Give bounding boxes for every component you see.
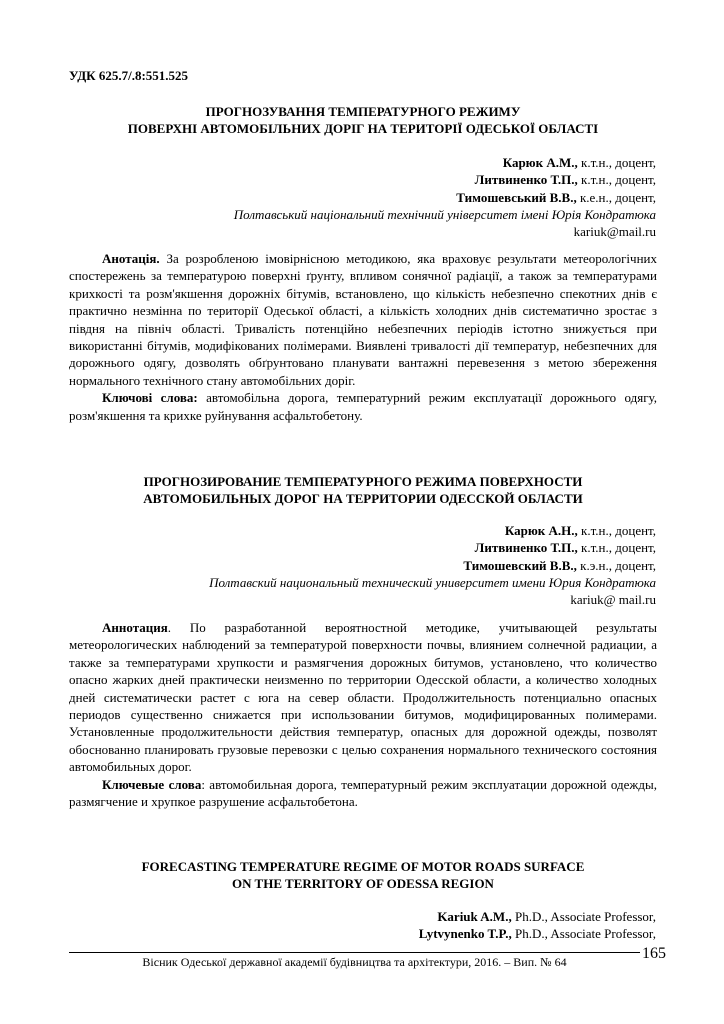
rus-abstract xyxy=(69,619,657,810)
author-role: Ph.D., Associate Professor, xyxy=(511,909,656,924)
ukr-title-line-2: ПОВЕРХНІ АВТОМОБІЛЬНИХ ДОРІГ НА ТЕРИТОРІЇ ОДЕСЬКОЇ ОБЛАСТІ xyxy=(127,121,599,136)
ukr-keywords-paragraph xyxy=(69,389,657,424)
page-number: 165 xyxy=(642,945,666,962)
author-role: к.т.н., доцент, xyxy=(577,540,656,556)
footer-journal: Вісник Одеської державної академії будівництва та архітектури, 2016. – Вип. № 64 xyxy=(142,955,567,969)
rus-author-2 xyxy=(209,539,656,556)
keywords-text: автомобільна дорога, температурний режим експлуатації дорожнього одягу, розм'якшення та крихке руйнування асфальтобетону. xyxy=(69,390,657,423)
rus-authors xyxy=(209,522,656,608)
ukr-abstract-paragraph xyxy=(69,250,657,389)
author-role: к.е.н., доцент, xyxy=(576,189,656,205)
abstract-label: Аннотация xyxy=(102,620,168,635)
author-role: Ph.D., Associate Professor, xyxy=(511,926,656,942)
ukr-author-3 xyxy=(234,189,656,206)
rus-title xyxy=(69,473,657,507)
eng-author-1 xyxy=(419,908,656,925)
author-name: Литвиненко Т.П., xyxy=(474,540,578,556)
rus-email: kariuk@ mail.ru xyxy=(570,592,656,608)
author-name: Kariuk A.M., xyxy=(437,909,512,924)
abstract-label: Анотація. xyxy=(102,251,160,266)
abstract-text: За розробленою імовірнісною методикою, яка враховує результати метеорологічних спостережень за температурою поверхні ґрунту, впливом сонячної радіації, а також за температурами крихкості та розм'якшення дорожніх бітумів, встановлено, що кількість небезпечно спекотних днів є практично незмінна по території Одеської області, а кількість холодних днів систематично зростає з півдня на північ області. Тривалість потенційно небезпечних періодів істотно знижується при використанні бітумів, модифікованих полімерами. Виявлені тривалості дії температур, небезпечних для дорожнього одягу, дозволять обґрунтовано планувати вантажні перевезення з метою збереження нормального технічного стану автомобільних доріг. xyxy=(69,251,657,388)
rus-institution: Полтавский национальный технический университет имени Юрия Кондратюка xyxy=(209,574,656,590)
author-role: к.т.н., доцент, xyxy=(577,172,656,188)
keywords-label: Ключевые слова xyxy=(102,776,202,792)
author-role: к.т.н., доцент, xyxy=(577,155,656,170)
eng-authors xyxy=(419,908,656,943)
eng-title-line-1: FORECASTING TEMPERATURE REGIME OF MOTOR ROADS SURFACE xyxy=(141,859,585,874)
author-name: Карюк А.Н., xyxy=(504,523,578,538)
ukr-author-1 xyxy=(234,154,656,171)
author-name: Тимошевский В.В., xyxy=(463,557,577,573)
keywords-text: : автомобильная дорога, температурный режим эксплуатации дорожной одежды, размягчение и хрупкое разрушение асфальтобетона. xyxy=(69,776,657,810)
author-role: к.э.н., доцент, xyxy=(576,557,656,573)
ukr-institution: Полтавський національний технічний університет імені Юрія Кондратюка xyxy=(233,206,656,222)
eng-author-2 xyxy=(419,925,656,942)
keywords-label: Ключові слова: xyxy=(102,390,198,406)
eng-title xyxy=(69,858,657,892)
ukr-author-2 xyxy=(234,171,656,188)
ukr-email: kariuk@mail.ru xyxy=(573,224,656,240)
author-name: Lytvynenko T.P., xyxy=(418,926,512,942)
author-role: к.т.н., доцент, xyxy=(577,523,656,538)
rus-title-line-2: АВТОМОБИЛЬНЫХ ДОРОГ НА ТЕРРИТОРИИ ОДЕССКОЙ ОБЛАСТИ xyxy=(143,491,583,506)
udk-code: УДК 625.7/.8:551.525 xyxy=(69,68,189,83)
ukr-abstract xyxy=(69,250,657,424)
rus-author-1 xyxy=(209,522,656,539)
author-name: Литвиненко Т.П., xyxy=(474,172,578,188)
ukr-authors xyxy=(234,154,656,240)
rus-author-3 xyxy=(209,557,656,574)
footer-divider xyxy=(69,952,640,953)
rus-title-line-1: ПРОГНОЗИРОВАНИЕ ТЕМПЕРАТУРНОГО РЕЖИМА ПОВЕРХНОСТИ xyxy=(143,474,583,489)
ukr-title-line-1: ПРОГНОЗУВАННЯ ТЕМПЕРАТУРНОГО РЕЖИМУ xyxy=(205,104,521,119)
rus-keywords-paragraph xyxy=(69,776,657,811)
ukr-title xyxy=(69,103,657,137)
abstract-text: . По разработанной вероятностной методике, учитывающей результаты метеорологических наблюдений за температурой поверхности почвы, влиянием солнечной радиации, а также за температурами хрупкости и размягчения дорожных битумов, установлено, что количество опасно жарких дней практически неизменно по территории Одесской области, а количество холодных дней систематически растет с юга на север области. Продолжительность потенциально опасных периодов существенно снижается при использовании битумов, модифицированных полимерами. Установленные продолжительности действия температур, опасных для дорожной одежды, позволят обоснованно планировать грузовые перевозки с целью сохранения нормального технического состояния автомобильных дорог. xyxy=(69,620,657,775)
author-name: Карюк А.М., xyxy=(502,155,578,170)
author-name: Тимошевський В.В., xyxy=(456,189,577,205)
eng-title-line-2: ON THE TERRITORY OF ODESSA REGION xyxy=(232,876,494,891)
rus-abstract-paragraph xyxy=(69,619,657,776)
